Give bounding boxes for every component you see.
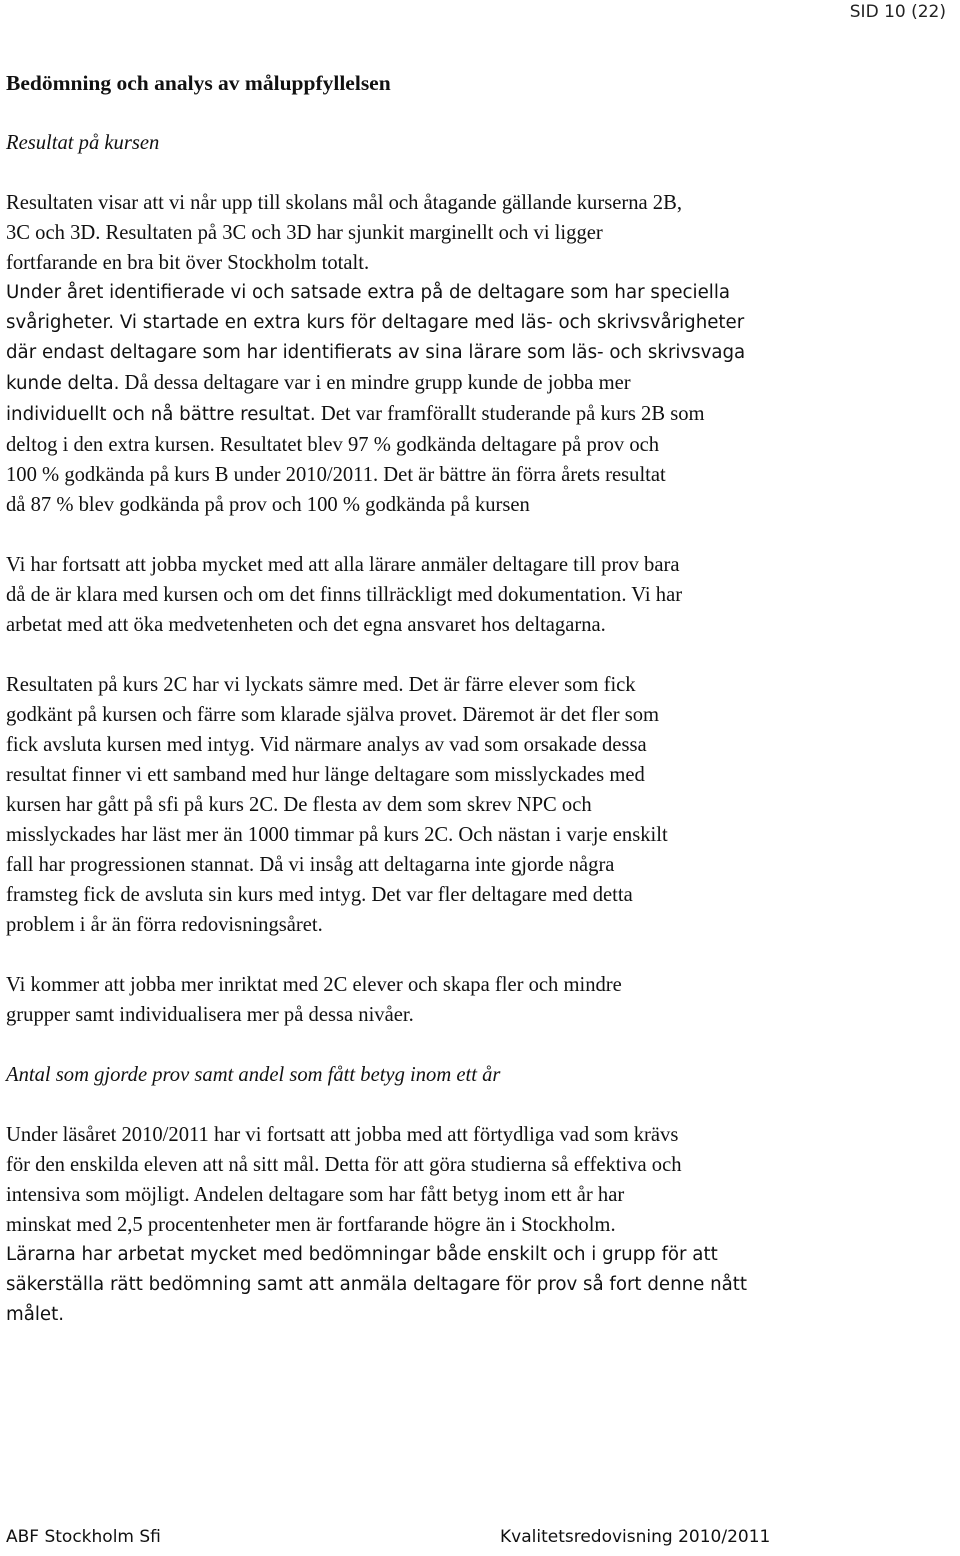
text-line: deltog i den extra kursen. (6, 434, 215, 456)
text-line: säkerställa rätt bedömning samt att anmäla deltagare för prov så fort denne nått (6, 1274, 748, 1295)
footer-organization: ABF Stockholm Sfi (6, 1527, 161, 1547)
text-line: där endast deltagare som har identifierats av sina lärare som läs- och skrivsvaga (6, 342, 746, 363)
paragraph-school-year (6, 1120, 954, 1330)
document-body (6, 68, 954, 1330)
paragraph-future-plans (6, 970, 954, 1030)
text-line: intensiva som möjligt. Andelen deltagare som har fått betyg inom ett år har (6, 1184, 625, 1206)
text-line: grupper samt individualisera mer på dessa nivåer. (6, 1004, 414, 1026)
text-line: minskat med 2,5 procentenheter men är fortfarande högre än i Stockholm. (6, 1214, 616, 1236)
text-line: framsteg fick de avsluta sin kurs med intyg. Det var fler deltagare med detta (6, 884, 633, 906)
text-line: kursen har gått på sfi på kurs 2C. De flesta av dem som skrev NPC och (6, 794, 592, 816)
text-line: arbetat med att öka medvetenheten och det egna ansvaret hos deltagarna. (6, 614, 606, 636)
subheading-exam-counts: Antal som gjorde prov samt andel som fått betyg inom ett år (6, 1064, 501, 1086)
text-line: målet. (6, 1304, 65, 1325)
text-line: fall har progressionen stannat. Då vi insåg att deltagarna inte gjorde några (6, 854, 615, 876)
text-line: individuellt och nå bättre resultat. (6, 404, 316, 425)
paragraph-results (6, 188, 954, 520)
text-line: svårigheter. (6, 312, 115, 333)
paragraph-exam-registration (6, 550, 954, 640)
text-line: Lärarna har arbetat mycket med bedömningar både enskilt och i grupp för att (6, 1244, 718, 1265)
subheading-course-results: Resultat på kursen (6, 132, 160, 154)
text-line: Resultaten på kurs 2C har vi lyckats sämre med. Det är färre elever som fick (6, 674, 636, 696)
text-line: Vi startade en extra kurs för deltagare med läs- och skrivsvårigheter (114, 312, 745, 333)
paragraph-course-2c (6, 670, 954, 940)
text-line: Vi har fortsatt att jobba mycket med att alla lärare anmäler deltagare till prov bara (6, 554, 680, 576)
text-line: misslyckades har läst mer än 1000 timmar på kurs 2C. Och nästan i varje enskilt (6, 824, 668, 846)
text-line: 3C och 3D. Resultaten på 3C och 3D har sjunkit marginellt och vi ligger (6, 222, 603, 244)
section-heading: Bedömning och analys av måluppfyllelsen (6, 71, 391, 95)
text-line: då de är klara med kursen och om det finns tillräckligt med dokumentation. Vi har (6, 584, 683, 606)
text-line: Under året identifierade vi och satsade extra på de deltagare som har speciella (6, 282, 731, 303)
text-line: för den enskilda eleven att nå sitt mål. Detta för att göra studierna så effektiva och (6, 1154, 682, 1176)
text-line: problem i år än förra redovisningsåret. (6, 914, 323, 936)
text-line: Vi kommer att jobba mer inriktat med 2C elever och skapa fler och mindre (6, 974, 622, 996)
text-line: Det var framförallt studerande på kurs 2B som (315, 403, 705, 425)
text-line: då 87 % blev godkända på prov och 100 % godkända på kursen (6, 494, 530, 516)
text-line: godkänt på kursen och färre som klarade själva provet. Däremot är det fler som (6, 704, 660, 726)
footer-report-title: Kvalitetsredovisning 2010/2011 (500, 1527, 771, 1547)
text-line: Då dessa deltagare var i en mindre grupp kunde de jobba mer (119, 372, 631, 394)
text-line: Resultatet blev 97 % godkända deltagare på prov och (214, 434, 660, 456)
text-line: Resultaten visar att vi når upp till skolans mål och åtagande gällande kurserna 2B, (6, 192, 682, 214)
text-line: Under läsåret 2010/2011 har vi fortsatt att jobba med att förtydliga vad som krävs (6, 1124, 679, 1146)
text-line: kunde delta. (6, 373, 120, 394)
text-line: 100 % godkända på kurs B under 2010/2011. Det är bättre än förra årets resultat (6, 464, 666, 486)
text-line: resultat finner vi ett samband med hur länge deltagare som misslyckades med (6, 764, 645, 786)
text-line: fick avsluta kursen med intyg. Vid närmare analys av vad som orsakade dessa (6, 734, 647, 756)
text-line: fortfarande en bra bit över Stockholm totalt. (6, 252, 370, 274)
page-number: SID 10 (22) (849, 2, 946, 22)
